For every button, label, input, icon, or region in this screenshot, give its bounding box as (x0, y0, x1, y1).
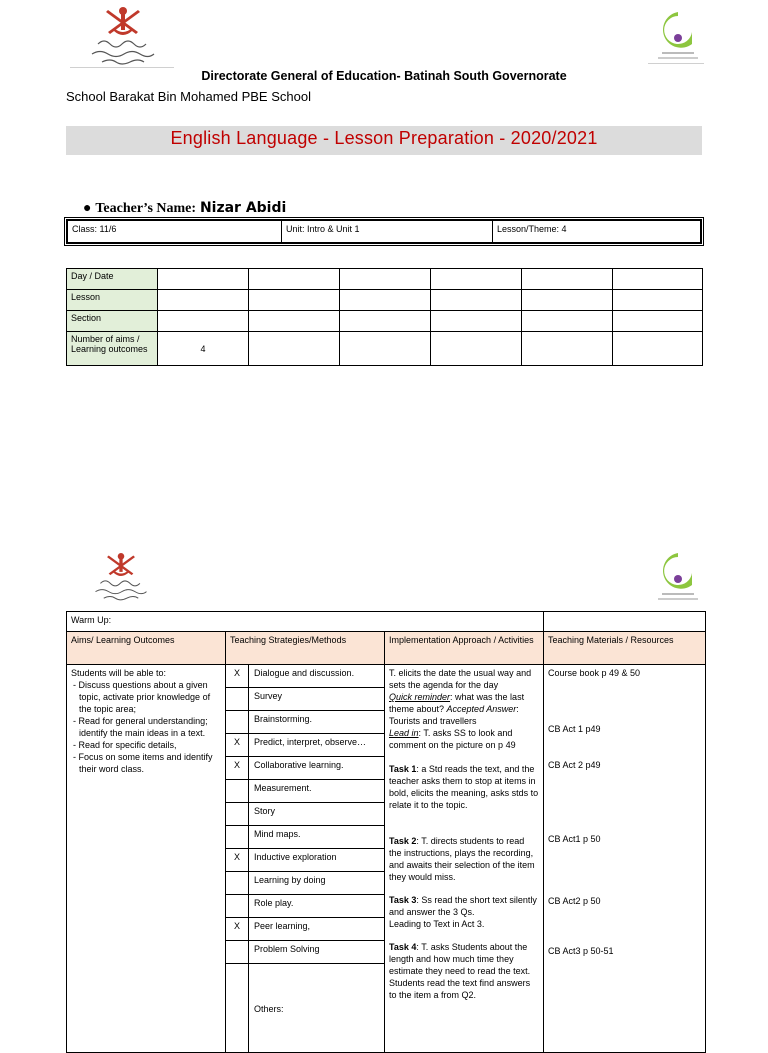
task-4: Task 4: T. asks Students about the length and how much time they estimate they need to read the text. Students read the text find answers to the item a from Q2. (389, 942, 531, 1000)
class-info-table (66, 219, 702, 244)
intro-text: T. elicits the date the usual way and sets the agenda for the day (389, 668, 532, 690)
section-label: Section (67, 311, 158, 332)
strategy-name: Survey (249, 688, 385, 711)
aim-item: - Read for specific details, (73, 740, 177, 750)
strategy-mark (226, 872, 249, 895)
strategy-mark (226, 895, 249, 918)
strategy-name: Mind maps. (249, 826, 385, 849)
strategy-mark (226, 711, 249, 734)
task-1: Task 1: a Std reads the text, and the teacher asks them to stop at items in bold, elicits the meaning, asks stds to relate it to the topic. (389, 764, 539, 810)
class-cell: Class: 11/6 (67, 220, 282, 243)
strategy-mark (226, 780, 249, 803)
task-3-extra: Leading to Text in Act 3. (389, 919, 485, 929)
strategy-mark (226, 803, 249, 826)
aims-cell (67, 665, 226, 1053)
strategy-name: Collaborative learning. (249, 757, 385, 780)
quick-reminder: Quick reminder: what was the last theme about? Accepted Answer: Tourists and travellers (389, 692, 525, 726)
strategy-name: Measurement. (249, 780, 385, 803)
strategy-name: Problem Solving (249, 941, 385, 964)
bullet-icon: ● (83, 199, 92, 215)
directorate-heading: Directorate General of Education- Batinah South Governorate (201, 69, 567, 83)
school-name: School Barakat Bin Mohamed PBE School (66, 89, 311, 104)
banner-title: English Language - Lesson Preparation - 2020/2021 (170, 128, 598, 148)
lesson-preparation-banner (66, 126, 702, 155)
resource-item: CB Act1 p 50 (548, 834, 601, 844)
resource-item: CB Act2 p 50 (548, 896, 601, 906)
lesson-plan-table (66, 611, 706, 1053)
strategies-list (226, 665, 384, 1052)
strategy-name: Learning by doing (249, 872, 385, 895)
strategy-name: Role play. (249, 895, 385, 918)
strategy-name: Dialogue and discussion. (249, 665, 385, 688)
strategy-mark: X (226, 665, 249, 688)
strategy-name: Brainstorming. (249, 711, 385, 734)
strategy-name: Predict, interpret, observe… (249, 734, 385, 757)
teacher-name-line (83, 199, 286, 217)
lead-in: Lead in: T. asks SS to look and comment on the picture on p 49 (389, 728, 516, 750)
task-2: Task 2: T. directs students to read the instructions, plays the recording, and awaits their selection of the item they would miss. (389, 836, 535, 882)
strategy-mark: X (226, 918, 249, 941)
warm-up-label: Warm Up: (67, 612, 544, 632)
lesson-label: Lesson (67, 290, 158, 311)
aims-intro: Students will be able to: (71, 668, 167, 678)
resource-item: Course book p 49 & 50 (548, 668, 641, 678)
teacher-name-value: Nizar Abidi (199, 200, 287, 216)
aims-count-label: Number of aims / Learning outcomes (67, 332, 158, 366)
aim-item: - Read for general understanding; identify the main ideas in a text. (73, 716, 208, 738)
ministry-emblem-logo (78, 2, 168, 68)
aim-item: - Focus on some items and identify their word class. (73, 752, 213, 774)
implementation-header: Implementation Approach / Activities (385, 632, 544, 665)
quality-management-logo (652, 8, 704, 64)
strategy-name: Story (249, 803, 385, 826)
unit-cell: Unit: Intro & Unit 1 (282, 220, 493, 243)
day-date-label: Day / Date (67, 269, 158, 290)
strategy-mark: X (226, 757, 249, 780)
strategy-mark (226, 688, 249, 711)
schedule-table (66, 268, 703, 366)
aims-count-value: 4 (158, 332, 249, 366)
resource-item: CB Act 2 p49 (548, 760, 601, 770)
resource-item: CB Act 1 p49 (548, 724, 601, 734)
ministry-emblem-logo-2 (84, 545, 158, 607)
strategies-cell (226, 665, 385, 1053)
strategy-mark (226, 826, 249, 849)
aims-header: Aims/ Learning Outcomes (67, 632, 226, 665)
teacher-name-label: Teacher’s Name: (95, 201, 197, 216)
strategy-name: Others: (254, 1004, 284, 1014)
resources-cell (544, 665, 706, 1053)
resources-header: Teaching Materials / Resources (544, 632, 706, 665)
resource-item: CB Act3 p 50-51 (548, 946, 614, 956)
strategy-mark (226, 941, 249, 964)
strategy-mark (226, 964, 249, 1053)
strategies-header: Teaching Strategies/Methods (226, 632, 385, 665)
task-3: Task 3: Ss read the short text silently and answer the 3 Qs. (389, 895, 537, 917)
lesson-theme-cell: Lesson/Theme: 4 (493, 220, 702, 243)
aim-item: - Discuss questions about a given topic, activate prior knowledge of the topic area; (73, 680, 211, 714)
strategy-name: Inductive exploration (249, 849, 385, 872)
strategy-mark: X (226, 734, 249, 757)
strategy-mark: X (226, 849, 249, 872)
quality-management-logo-2 (652, 549, 704, 605)
strategy-name: Peer learning, (249, 918, 385, 941)
implementation-cell (385, 665, 544, 1053)
